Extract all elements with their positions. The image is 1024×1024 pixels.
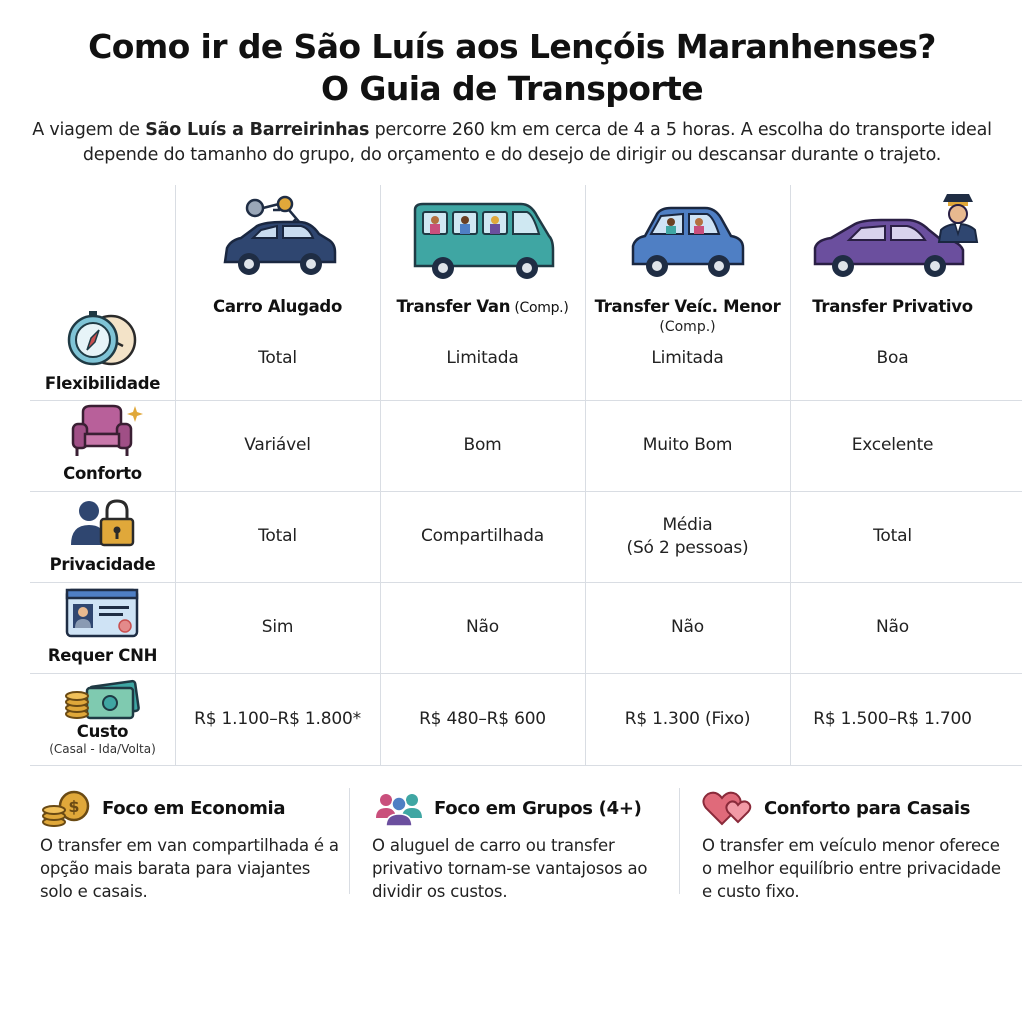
tip-text: O transfer em van compartilhada é a opção mais barata para viajantes solo e casais.: [40, 836, 339, 901]
column-title-rental-car: Carro Alugado: [213, 297, 342, 316]
row-label-text: Flexibilidade: [44, 374, 161, 393]
cell-cost-van: R$ 480–R$ 600: [419, 708, 546, 729]
svg-text:$: $: [68, 797, 80, 816]
intro-route: São Luís a Barreirinhas: [145, 120, 370, 140]
tip-couples: [702, 788, 1002, 901]
page-title: [0, 26, 1024, 110]
cell-flexibility-private: Boa: [876, 347, 909, 368]
cell-flexibility-rental: Total: [258, 347, 297, 368]
cell-license-private: Não: [876, 617, 909, 637]
column-header-private: [790, 190, 995, 335]
row-label-privacy: [30, 497, 175, 575]
title-line-2: O Guia de Transporte: [321, 69, 703, 108]
row-label-text: Privacidade: [49, 555, 156, 574]
row-label-text: Custo: [76, 722, 129, 741]
tip-title: Foco em Economia: [102, 797, 286, 819]
column-title-small-vehicle: Transfer Veíc. Menor: [594, 297, 781, 316]
cell-license-van: Não: [466, 617, 499, 637]
row-label-text: Requer CNH: [47, 646, 158, 665]
tip-text: O transfer em veículo menor oferece o melhor equilíbrio entre privacidade e custo fixo.: [702, 836, 1001, 901]
compass-clock-icon: [63, 310, 143, 368]
row-label-subtext: (Casal - Ida/Volta): [49, 742, 156, 756]
coins-icon: [40, 788, 94, 828]
tip-text: O aluguel de carro ou transfer privativo tornam-se vantajosos ao dividir os custos.: [372, 836, 648, 901]
intro-paragraph: [30, 118, 994, 168]
small-car-icon: [623, 190, 753, 282]
title-line-1: Como ir de São Luís aos Lençóis Maranhenses?: [88, 27, 936, 66]
intro-part-1: A viagem de: [32, 120, 146, 140]
tip-title: Foco em Grupos (4+): [434, 797, 642, 819]
tip-separator-2: [679, 788, 680, 894]
cell-license-small: Não: [671, 617, 704, 637]
cell-flexibility-van: Limitada: [446, 347, 519, 368]
column-header-small-vehicle: [585, 190, 790, 335]
cell-comfort-private: Excelente: [851, 435, 934, 455]
tip-economy: [40, 788, 340, 901]
coins-cash-icon: [63, 678, 143, 720]
person-lock-icon: [63, 497, 143, 547]
driver-license-icon: [63, 588, 143, 638]
row-label-cost: [30, 678, 175, 756]
cell-comfort-small: Muito Bom: [642, 435, 733, 455]
hearts-icon: [702, 788, 756, 828]
column-header-van: [380, 190, 585, 335]
cell-comfort-rental: Variável: [244, 435, 311, 455]
row-label-text: Conforto: [63, 464, 142, 483]
van-icon: [403, 190, 563, 282]
intro-part-2: percorre 260 km em cerca de 4 a 5 horas. A escolha do transporte ideal depende do tamanho do grupo, do orçamento e do desejo de dirigir ou descansar durante o trajeto.: [82, 120, 992, 165]
column-subtitle-small-vehicle: (Comp.): [659, 319, 716, 335]
cell-privacy-van: Compartilhada: [421, 526, 544, 546]
cell-comfort-van: Bom: [463, 435, 502, 455]
rental-car-keys-icon: [213, 190, 343, 282]
cell-license-rental: Sim: [261, 617, 294, 637]
cell-flexibility-small: Limitada: [651, 347, 724, 368]
column-title-private: Transfer Privativo: [812, 297, 973, 316]
armchair-icon: [63, 404, 143, 458]
column-title-van: Transfer Van (Comp.): [396, 297, 569, 316]
cell-privacy-rental: Total: [258, 526, 297, 546]
row-label-comfort: [30, 404, 175, 484]
tip-separator-1: [349, 788, 350, 894]
grid-line-h5: [30, 765, 1022, 766]
cell-cost-small: R$ 1.300 (Fixo): [624, 708, 751, 729]
column-header-rental-car: [175, 190, 380, 335]
row-label-flexibility: [30, 310, 175, 394]
group-people-icon: [372, 788, 426, 828]
cell-cost-rental: R$ 1.100–R$ 1.800*: [194, 708, 361, 729]
cell-privacy-small: Média (Só 2 pessoas): [626, 514, 749, 558]
private-sedan-chauffeur-icon: [803, 190, 983, 282]
cell-privacy-private: Total: [873, 526, 912, 546]
row-label-license: [30, 588, 175, 666]
cell-cost-private: R$ 1.500–R$ 1.700: [813, 708, 972, 729]
tip-groups: [372, 788, 672, 901]
tip-title: Conforto para Casais: [764, 797, 971, 819]
